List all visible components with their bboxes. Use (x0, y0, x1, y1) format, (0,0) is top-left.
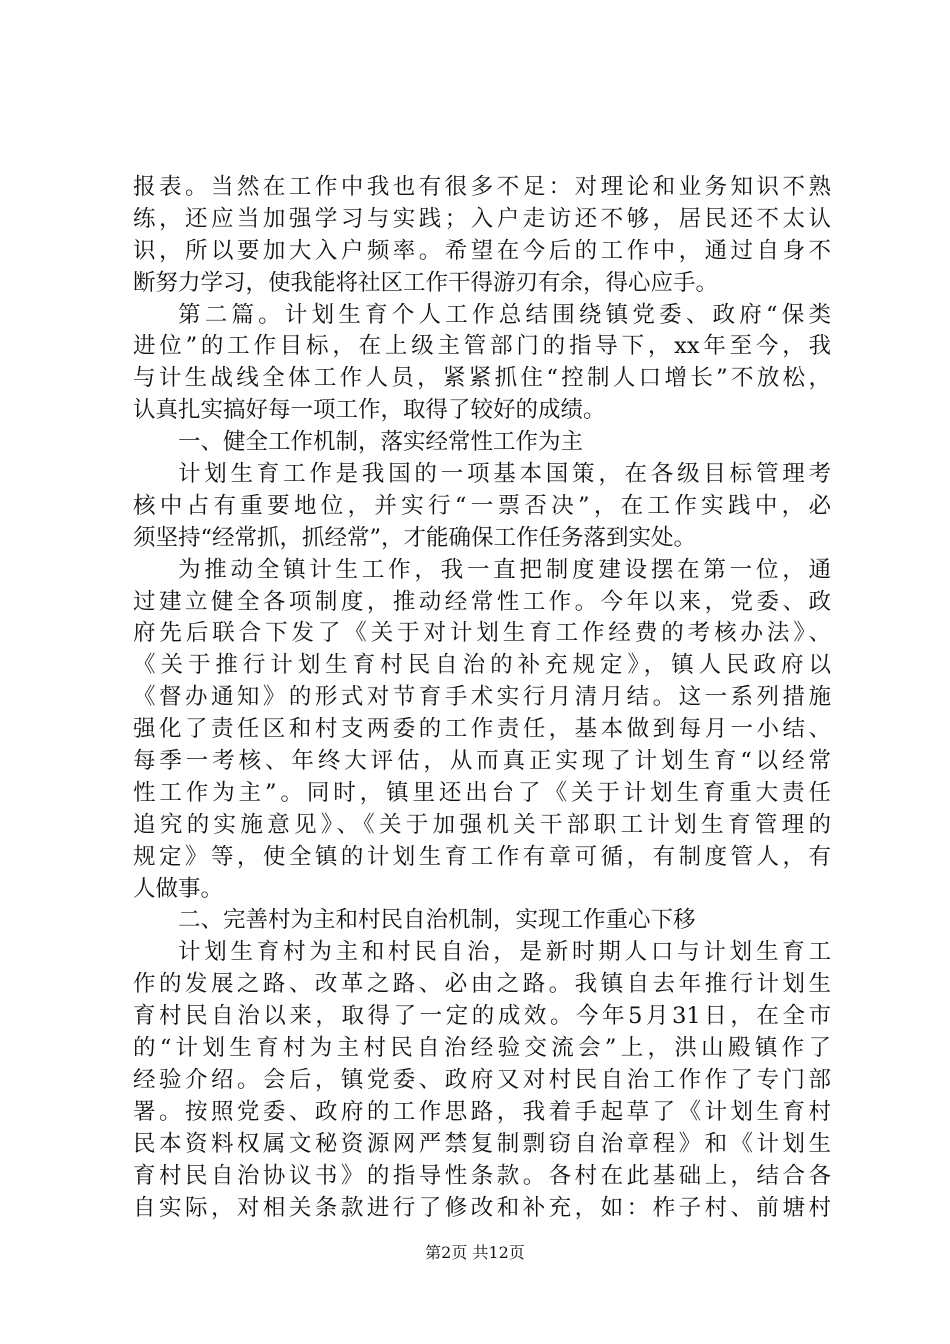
text-line: 每季一考核、年终大评估，从而真正实现了计划生育“以经常 (133, 748, 831, 775)
text-line: 人做事。 (133, 875, 224, 902)
text-line: 计划生育村为主和村民自治，是新时期人口与计划生育工 (178, 939, 831, 966)
page-footer: 第2页 共12页 (425, 1243, 525, 1262)
text-line: 《督办通知》的形式对节育手术实行月清月结。这一系列措施 (133, 684, 831, 711)
text-line: 计划生育工作是我国的一项基本国策，在各级目标管理考 (178, 461, 831, 488)
text-line: 署。按照党委、政府的工作思路，我着手起草了《计划生育村 (133, 1098, 831, 1125)
text-line: 须坚持“经常抓，抓经常”，才能确保工作任务落到实处。 (133, 524, 697, 551)
text-line: 二、完善村为主和村民自治机制，实现工作重心下移 (178, 907, 696, 934)
text-line: 育村民自治协议书》的指导性条款。各村在此基础上，结合各 (133, 1162, 831, 1189)
text-line: 识，所以要加大入户频率。希望在今后的工作中，通过自身不 (133, 237, 831, 264)
text-line: 追究的实施意见》、《关于加强机关干部职工计划生育管理的 (133, 811, 831, 838)
text-line: 一、健全工作机制，落实经常性工作为主 (178, 429, 584, 456)
text-line: 《关于推行计划生育村民自治的补充规定》，镇人民政府以 (133, 652, 831, 679)
document-body (133, 172, 831, 1224)
text-line: 规定》等，使全镇的计划生育工作有章可循，有制度管人，有 (133, 843, 831, 870)
text-line: 进位”的工作目标，在上级主管部门的指导下，xx年至今，我 (133, 333, 831, 360)
text-line: 经验介绍。会后，镇党委、政府又对村民自治工作作了专门部 (133, 1066, 831, 1093)
text-line: 育村民自治以来，取得了一定的成效。今年5月31日，在全市 (133, 1003, 831, 1030)
text-line: 为推动全镇计生工作，我一直把制度建设摆在第一位，通 (178, 556, 831, 583)
text-line: 与计生战线全体工作人员，紧紧抓住“控制人口增长”不放松， (133, 365, 831, 392)
text-line: 作的发展之路、改革之路、必由之路。我镇自去年推行计划生 (133, 971, 831, 998)
text-line: 强化了责任区和村支两委的工作责任，基本做到每月一小结、 (133, 716, 831, 743)
text-line: 断努力学习，使我能将社区工作干得游刃有余，得心应手。 (133, 269, 719, 296)
text-line: 核中占有重要地位，并实行“一票否决”，在工作实践中，必 (133, 492, 831, 519)
text-line: 的“计划生育村为主村民自治经验交流会”上，洪山殿镇作了 (133, 1035, 831, 1062)
text-line: 报表。当然在工作中我也有很多不足：对理论和业务知识不熟 (133, 174, 831, 200)
text-line: 练，还应当加强学习与实践；入户走访还不够，居民还不太认 (133, 205, 831, 232)
text-line: 府先后联合下发了《关于对计划生育工作经费的考核办法》、 (133, 620, 831, 647)
text-line: 第二篇。计划生育个人工作总结围绕镇党委、政府“保类 (178, 301, 831, 328)
text-line: 过建立健全各项制度，推动经常性工作。今年以来，党委、政 (133, 588, 831, 615)
text-line: 认真扎实搞好每一项工作，取得了较好的成绩。 (133, 397, 606, 424)
text-line: 自实际，对相关条款进行了修改和补充，如：柞子村、前塘村 (133, 1194, 831, 1221)
text-line: 民本资料权属文秘资源网严禁复制剽窃自治章程》和《计划生 (133, 1130, 831, 1157)
text-line: 性工作为主”。同时，镇里还出台了《关于计划生育重大责任 (133, 779, 831, 806)
